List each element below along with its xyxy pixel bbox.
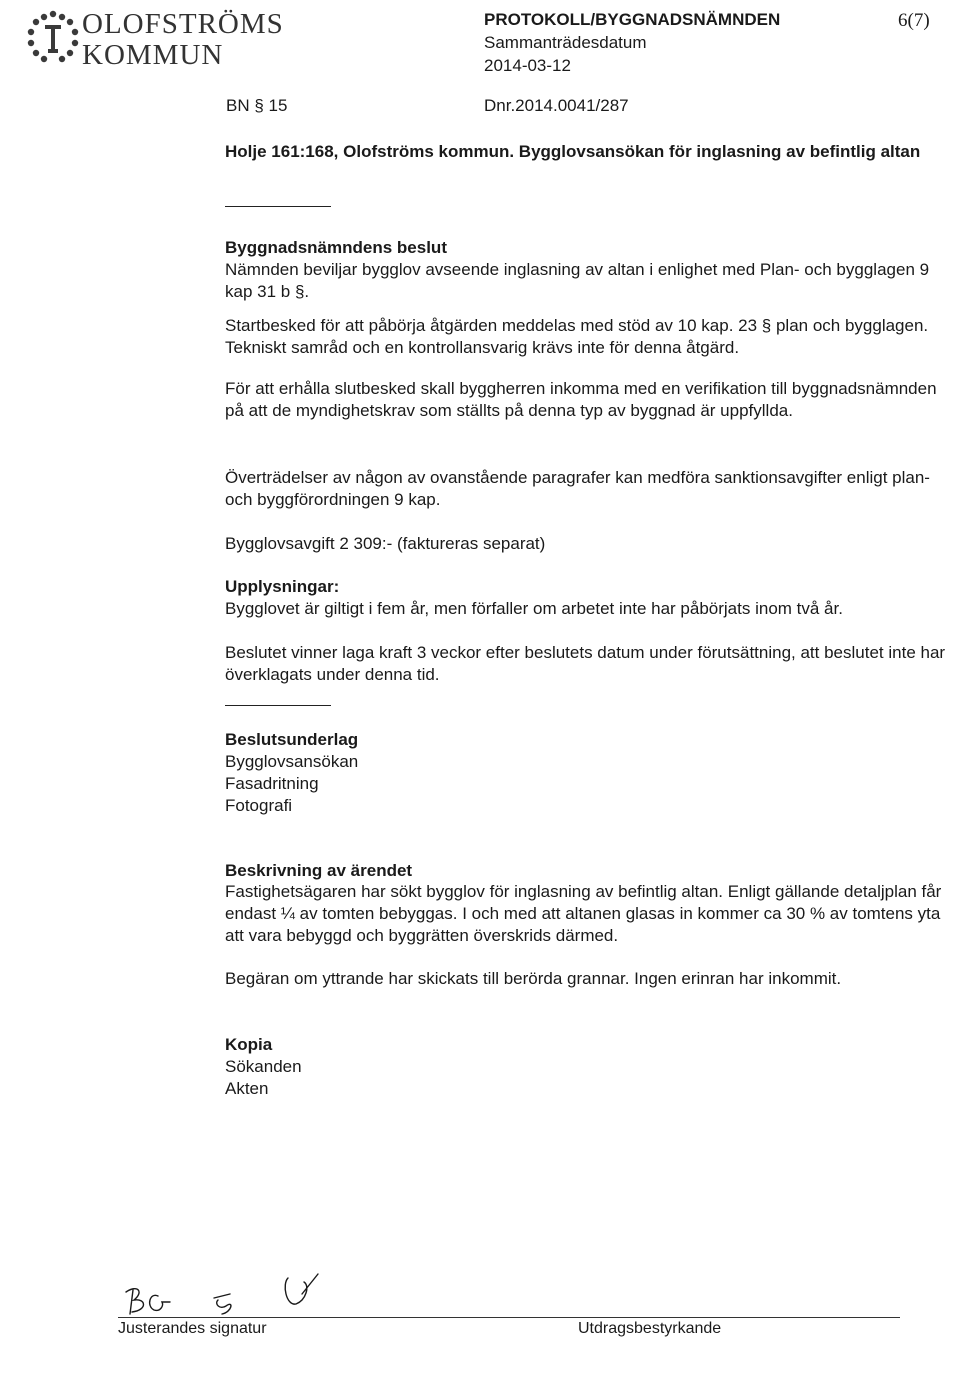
decision-paragraph: Överträdelser av någon av ovanstående paragrafer kan medföra sanktionsavgifter enligt plan- och byggförordningen 9 kap.	[225, 468, 930, 509]
basis-item: Bygglovsansökan	[225, 752, 359, 771]
decision-heading: Byggnadsnämndens beslut	[225, 238, 447, 257]
case-dnr: Dnr.2014.0041/287	[484, 96, 629, 115]
case-paragraph: BN § 15	[226, 96, 288, 115]
info-paragraph: Bygglovet är giltigt i fem år, men förfaller om arbetet inte har påbörjats inom två år.	[225, 599, 843, 618]
description-heading: Beskrivning av ärendet	[225, 861, 413, 880]
divider	[225, 206, 331, 207]
decision-paragraph: Nämnden beviljar bygglov avseende inglasning av altan i enlighet med Plan- och bygglagen 9 kap 31 b §.	[225, 260, 930, 301]
signature-label: Justerandes signatur	[118, 1320, 267, 1337]
description-paragraph: Fastighetsägaren har sökt bygglov för inglasning av befintlig altan. Enligt gällande detaljplan får endast ¼ av tomten bebyggas. I och med att altanen glasas in kommer ca 30 % av tomtens yta att vara bebyggd och byggrätten överskrids därmed.	[225, 882, 942, 945]
crown-emblem-icon	[22, 6, 82, 68]
description-paragraph: Begäran om yttrande har skickats till berörda grannar. Ingen erinran har inkommit.	[225, 969, 842, 988]
basis-heading: Beslutsunderlag	[225, 730, 359, 749]
fee-paragraph: Bygglovsavgift 2 309:- (faktureras separat)	[225, 534, 546, 553]
info-paragraph: Beslutet vinner laga kraft 3 veckor efter beslutets datum under förutsättning, att beslutet inte har överklagats under denna tid.	[225, 643, 946, 684]
municipality-logo	[22, 6, 402, 71]
meeting-date: 2014-03-12	[484, 56, 571, 75]
logo-line-1: OLOFSTRÖMS	[82, 8, 284, 40]
signature-line	[118, 1317, 900, 1318]
copy-item: Sökanden	[225, 1057, 302, 1076]
basis-item: Fasadritning	[225, 774, 319, 793]
info-heading: Upplysningar:	[225, 577, 340, 596]
excerpt-label: Utdragsbestyrkande	[578, 1320, 722, 1337]
handwritten-initials	[118, 1270, 338, 1320]
decision-paragraph: Startbesked för att påbörja åtgärden meddelas med stöd av 10 kap. 23 § plan och bygglagen. Tekniskt samråd och en kontrollansvarig krävs inte för denna åtgärd.	[225, 316, 929, 357]
page-number: 6(7)	[898, 10, 930, 31]
protocol-title: PROTOKOLL/BYGGNADSNÄMNDEN	[484, 10, 781, 29]
copy-heading: Kopia	[225, 1035, 273, 1054]
divider	[225, 705, 331, 706]
copy-item: Akten	[225, 1079, 269, 1098]
decision-paragraph: För att erhålla slutbesked skall byggherren inkomma med en verifikation till byggnadsnämnden på att de myndighetskrav som ställts på denna typ av byggnad är uppfyllda.	[225, 379, 937, 420]
meeting-date-label: Sammanträdesdatum	[484, 33, 647, 52]
basis-item: Fotografi	[225, 796, 293, 815]
case-subject: Holje 161:168, Olofströms kommun. Bygglovsansökan för inglasning av befintlig altan	[225, 142, 921, 161]
logo-line-2: KOMMUN	[82, 39, 224, 71]
